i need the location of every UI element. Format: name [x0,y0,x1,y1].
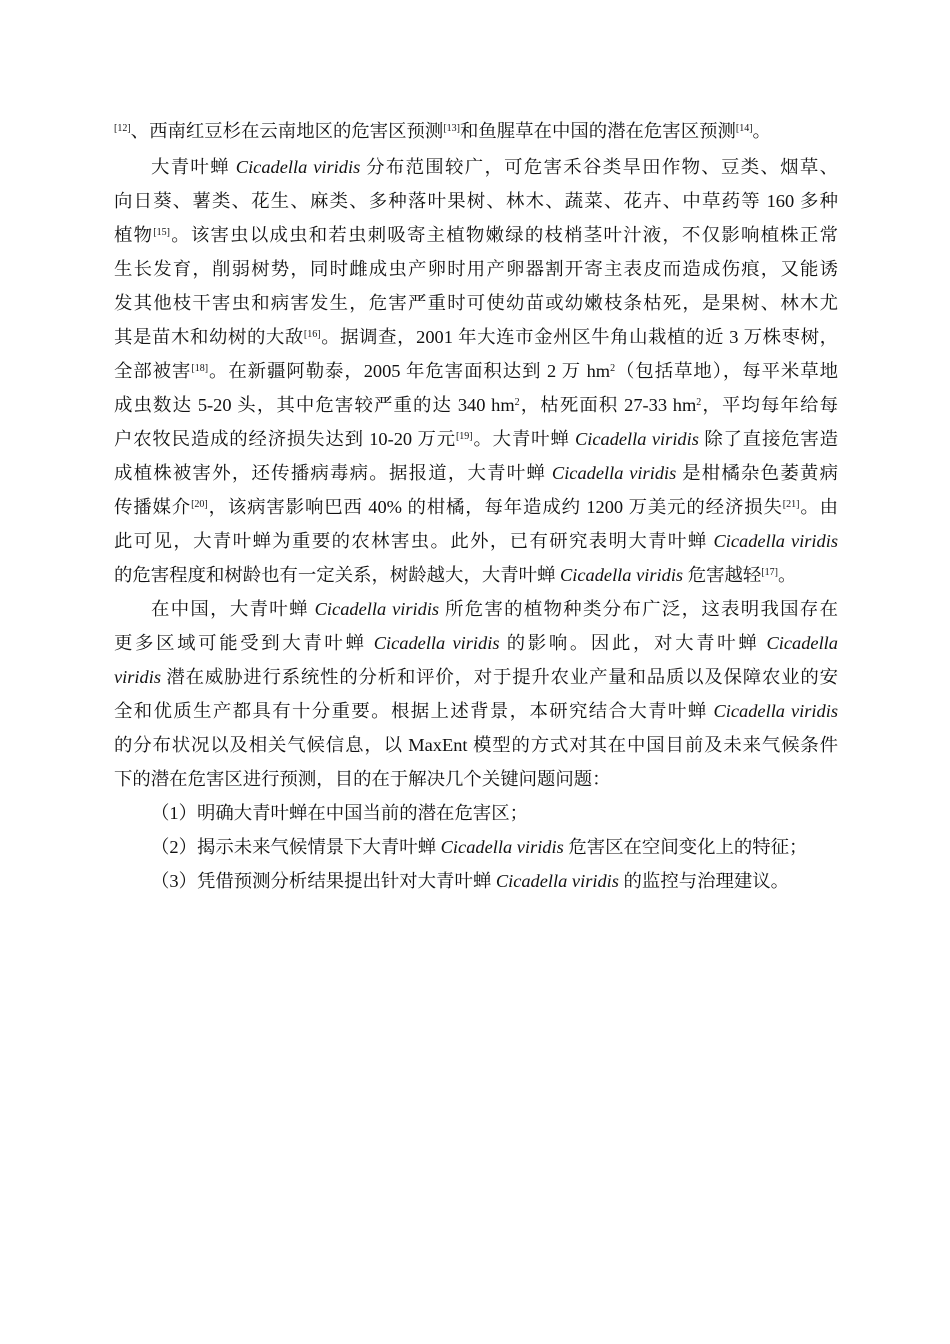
list-item: （1）明确大青叶蝉在中国当前的潜在危害区； [151,803,529,823]
text-run: 。 [752,121,771,141]
species-name: Cicadella viridis [495,871,619,891]
intro-fragment-line [114,112,838,150]
text-run: （3）凭借预测分析结果提出针对大青叶蝉 [151,871,496,891]
superscript: 2 [696,397,702,408]
text-line: 的分布状况以及相关气候信息，以 MaxEnt 模型的方式对其在中国目前及未来气候条件 [114,735,838,755]
text-line [114,422,838,456]
list-item [114,830,838,864]
list-item [114,864,838,898]
text-line: 发其他枝干害虫和病害发生，危害严重时可使幼苗或幼嫩枝条枯死，是果树、林木尤 [114,293,838,313]
objectives-list [114,796,838,898]
text-line: 向日葵、薯类、花生、麻类、多种落叶果树、林木、蔬菜、花卉、中草药等 160 多种 [114,191,838,211]
species-name: Cicadella [766,633,838,653]
document-page [114,112,838,898]
text-run: （包括草地），每平米草地 [615,361,838,381]
text-run: 其是苗木和幼树的大敌 [114,327,304,347]
text-line [114,490,838,524]
text-line [114,388,838,422]
citation: [12] [114,123,131,134]
text-run: 。 [777,565,797,585]
text-run: （2）揭示未来气候情景下大青叶蝉 [151,837,441,857]
text-line [114,694,838,728]
text-run: 大青叶蝉 [151,157,236,177]
text-run: 户农牧民造成的经济损失达到 10-20 万元 [114,429,456,449]
text-line [114,150,838,184]
text-run: 植物 [114,225,154,245]
species-name: Cicadella viridis [713,531,838,551]
citation: [19] [455,431,473,442]
citation: [17] [761,567,778,578]
text-line [114,558,838,592]
text-line [114,354,838,388]
text-line: 生长发育，削弱树势，同时雌成虫产卵时用产卵器割开寄主表皮而造成伤痕，又能诱 [114,259,838,279]
text-run: 是柑橘杂色萎黄病 [676,463,838,483]
species-name: Cicadella viridis [551,463,677,483]
paragraph-china-context [114,592,838,796]
species-name: Cicadella viridis [713,701,838,721]
superscript: 2 [514,397,520,408]
citation: [13] [443,123,460,134]
species-name: Cicadella viridis [574,429,699,449]
text-run: ，枯死面积 27-33 hm [519,395,697,415]
text-run: 除了直接危害造 [698,429,839,449]
species-name: Cicadella viridis [440,837,564,857]
citation: [16] [303,329,321,340]
text-run: 的危害程度和树龄也有一定关系，树龄越大，大青叶蝉 [114,565,560,585]
text-run: 所危害的植物种类分布广泛，这表明我国存在 [439,599,838,619]
text-line [114,320,838,354]
species-name: viridis [114,667,162,687]
species-name: Cicadella viridis [235,157,361,177]
text-run: 在中国，大青叶蝉 [151,599,315,619]
citation: [14] [735,123,753,134]
citation: [15] [153,227,170,238]
text-run: ，平均每年给每 [701,395,838,415]
species-name: Cicadella viridis [314,599,440,619]
text-line [114,456,838,490]
text-line [114,626,838,660]
text-run: 和鱼腥草在中国的潜在危害区预测 [460,121,736,141]
citation: [18] [191,363,209,374]
species-name: Cicadella viridis [373,633,500,653]
text-run: 的监控与治理建议。 [618,871,790,891]
text-line [114,660,838,694]
text-run: 成植株被害外，还传播病毒病。据报道，大青叶蝉 [114,463,552,483]
text-run: 传播媒介 [114,497,192,517]
text-run: 。由 [799,497,838,517]
text-run: 此可见，大青叶蝉为重要的农林害虫。此外，已有研究表明大青叶蝉 [114,531,714,551]
text-run: 、西南红豆杉在云南地区的危害区预测 [130,121,444,141]
text-run: 更多区域可能受到大青叶蝉 [114,633,374,653]
superscript: 2 [610,363,616,374]
text-run: 潜在威胁进行系统性的分析和评价，对于提升农业产量和品质以及保障农业的安 [161,667,838,687]
text-line [114,524,838,558]
text-run: 。大青叶蝉 [472,429,575,449]
text-run: 。在新疆阿勒泰，2005 年危害面积达到 2 万 hm [208,361,611,381]
citation: [20] [191,499,208,510]
text-run: 危害越轻 [683,565,762,585]
text-line [114,218,838,252]
text-run: 危害区在空间变化上的特征； [563,837,808,857]
text-line: 下的潜在危害区进行预测，目的在于解决几个关键问题问题： [114,769,611,789]
text-line [114,592,838,626]
text-run: 全和优质生产都具有十分重要。根据上述背景，本研究结合大青叶蝉 [114,701,714,721]
text-run: 的影响。因此，对大青叶蝉 [499,633,767,653]
citation: [21] [782,499,800,510]
text-run: 分布范围较广，可危害禾谷类旱田作物、豆类、烟草、 [360,157,838,177]
text-run: 。据调查，2001 年大连市金州区牛角山栽植的近 3 万株枣树， [320,327,838,347]
text-run: 全部被害 [114,361,192,381]
text-run: 成虫数达 5-20 头，其中危害较严重的达 340 hm [114,395,515,415]
text-run: 。该害虫以成虫和若虫刺吸寄主植物嫩绿的枝梢茎叶汁液，不仅影响植株正常 [169,225,838,245]
paragraph-distribution [114,150,838,592]
text-run: ，该病害影响巴西 40% 的柑橘，每年造成约 1200 万美元的经济损失 [207,497,783,517]
species-name: Cicadella viridis [559,565,684,585]
